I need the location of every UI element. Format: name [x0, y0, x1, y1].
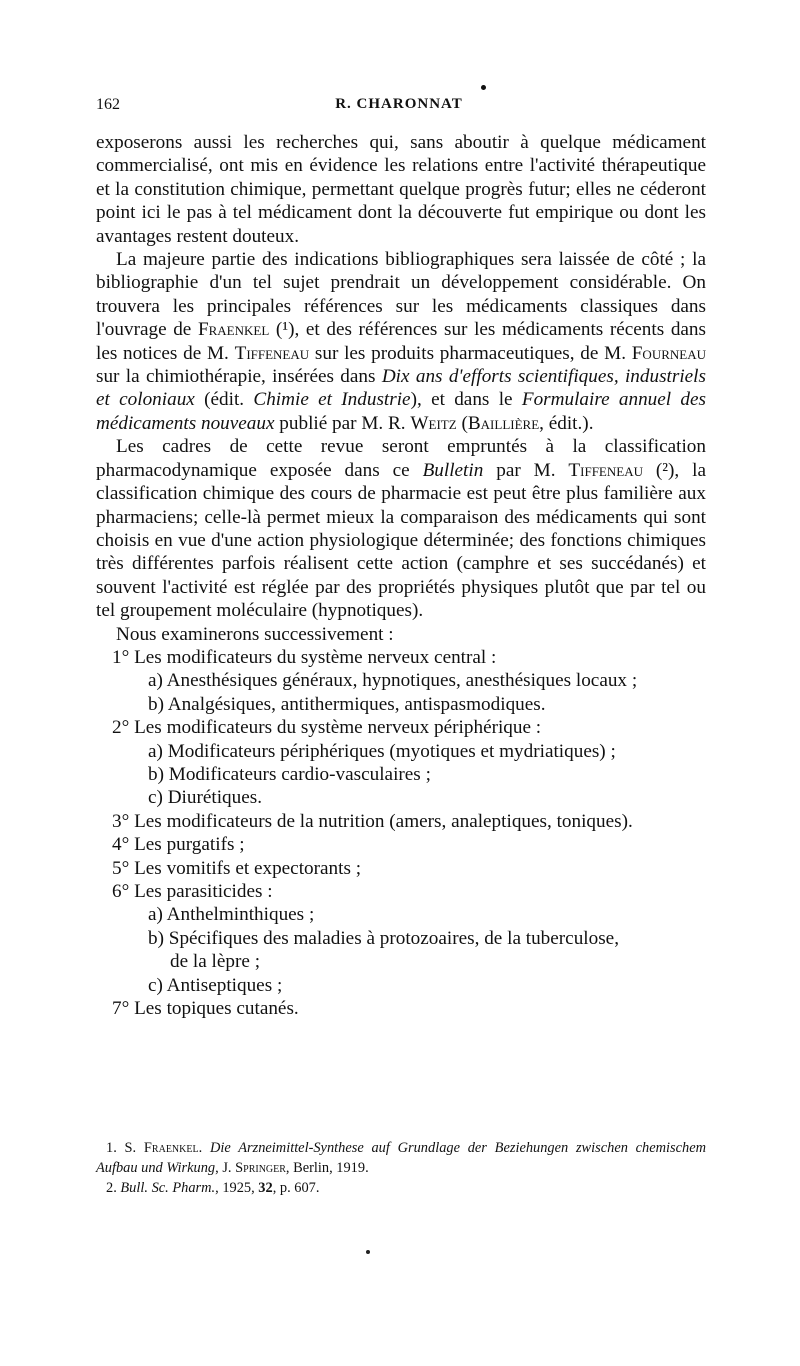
publisher-name: Springer	[235, 1160, 286, 1176]
list-item: b) Modificateurs cardio-vasculaires ;	[148, 763, 431, 785]
volume-number: 32	[258, 1180, 273, 1196]
book-title: Formulaire annuel des médicaments nouveaux	[96, 389, 707, 434]
journal-title: Bull. Sc. Pharm.	[120, 1180, 216, 1196]
text-run: , p. 607.	[272, 1180, 320, 1196]
author-name: Tiffeneau	[234, 342, 310, 364]
list-item: 3° Les modificateurs de la nutrition (amers, analeptiques, toniques).	[112, 810, 633, 832]
paragraph-3	[96, 435, 706, 622]
list-item: c) Diurétiques.	[148, 787, 263, 809]
text-run: sur les produits pharmaceutiques, de M.	[309, 342, 632, 364]
text-run: (¹), et des références sur les médicaments récents dans les notices de M.	[96, 319, 706, 364]
text-run: publié par M. R.	[274, 412, 411, 434]
text-run: 1. S.	[106, 1140, 144, 1156]
paragraph-4: Nous examinerons successivement :	[116, 623, 394, 645]
footnote-2	[96, 1178, 706, 1198]
list-item: 2° Les modificateurs du système nerveux périphérique :	[112, 717, 542, 739]
running-head: R. CHARONNAT	[335, 96, 463, 112]
page-number: 162	[96, 96, 120, 113]
list-item: de la lèpre ;	[170, 951, 261, 973]
publisher-title: Chimie et Industrie	[253, 389, 411, 411]
list-item: b) Analgésiques, antithermiques, antispasmodiques.	[148, 693, 546, 715]
footnotes	[96, 1138, 706, 1198]
author-name: Tiffeneau	[568, 459, 643, 481]
text-run: , J.	[215, 1160, 236, 1176]
journal-title: Bulletin	[422, 459, 484, 481]
book-title: Die Arzneimittel-Synthese auf Grundlage der Beziehungen zwischen chemischem Aufbau und Wirkung	[96, 1140, 706, 1176]
classification-list	[96, 646, 706, 1021]
list-item: 5° Les vomitifs et expectorants ;	[112, 857, 362, 879]
text-run: La majeure partie des indications bibliographiques sera laissée de côté ; la bibliographie d'un tel sujet prendrait un développement considérable. On trouvera les principales références sur les médicaments classiques dans l'ouvrage de	[96, 249, 706, 341]
text-run: , édit.).	[539, 412, 594, 434]
text-run: (édit.	[194, 389, 254, 411]
header-ink-dot	[481, 85, 486, 90]
footnote-1	[96, 1138, 706, 1178]
text-run: (	[456, 412, 468, 434]
text-run: ), et dans le	[410, 389, 522, 411]
text-run: .	[198, 1140, 210, 1156]
author-name: Fraenkel	[197, 319, 270, 341]
list-item: 1° Les modificateurs du système nerveux central :	[112, 646, 497, 668]
text-run: 2.	[106, 1180, 121, 1196]
list-item: 6° Les parasiticides :	[112, 881, 273, 902]
bottom-ink-dot	[366, 1250, 370, 1254]
text-run: Les cadres de cette revue seront empruntés à la classification pharmacodynamique exposée dans ce	[96, 436, 706, 481]
publisher-name: Baillière	[467, 412, 540, 434]
author-name: Fourneau	[631, 342, 706, 364]
text-run: par M.	[483, 459, 569, 481]
list-item: b) Spécifiques des maladies à protozoaires, de la tuberculose,	[148, 927, 619, 949]
list-item: a) Anthelminthiques ;	[148, 904, 315, 926]
text-run: , 1925,	[215, 1180, 259, 1196]
list-item: a) Anesthésiques généraux, hypnotiques, anesthésiques locaux ;	[148, 670, 638, 692]
text-run: (²), la classification chimique des cours de pharmacie est peut être plus familière aux pharmaciens; celle-là permet mieux la comparaison des médicaments qui sont choisis en vue d'une action physiologique déterminée; des fonctions chimiques très différentes parfois réalisent cette action (camphre et ses succédanés) et souvent l'activité est réglée par des propriétés physiques plutôt que par tel ou tel groupement moléculaire (hypnotiques).	[96, 459, 706, 622]
list-item: c) Antiseptiques ;	[148, 974, 283, 996]
list-item: a) Modificateurs périphériques (myotiques et mydriatiques) ;	[148, 740, 616, 762]
book-title: Dix ans d'efforts scientifiques, industriels et coloniaux	[96, 366, 706, 411]
list-item: 4° Les purgatifs ;	[112, 834, 245, 856]
paragraph-1: exposerons aussi les recherches qui, sans aboutir à quelque médicament commercialisé, ont mis en évidence les relations entre l'activité thérapeutique et la constitution chimique, permettant quelque progrès futur; elles ne céderont point ici le pas à tel médicament dont la découverte fut empirique ou dont les avantages restent douteux.	[96, 132, 706, 247]
author-name: Fraenkel	[143, 1140, 199, 1156]
page-header	[96, 96, 702, 120]
list-item: 7° Les topiques cutanés.	[112, 998, 299, 1020]
text-run: sur la chimiothérapie, insérées dans	[96, 366, 382, 388]
author-name: Weitz	[410, 412, 457, 434]
body-text	[96, 131, 706, 1020]
paragraph-2	[96, 248, 706, 435]
text-run: , Berlin, 1919.	[285, 1160, 369, 1176]
